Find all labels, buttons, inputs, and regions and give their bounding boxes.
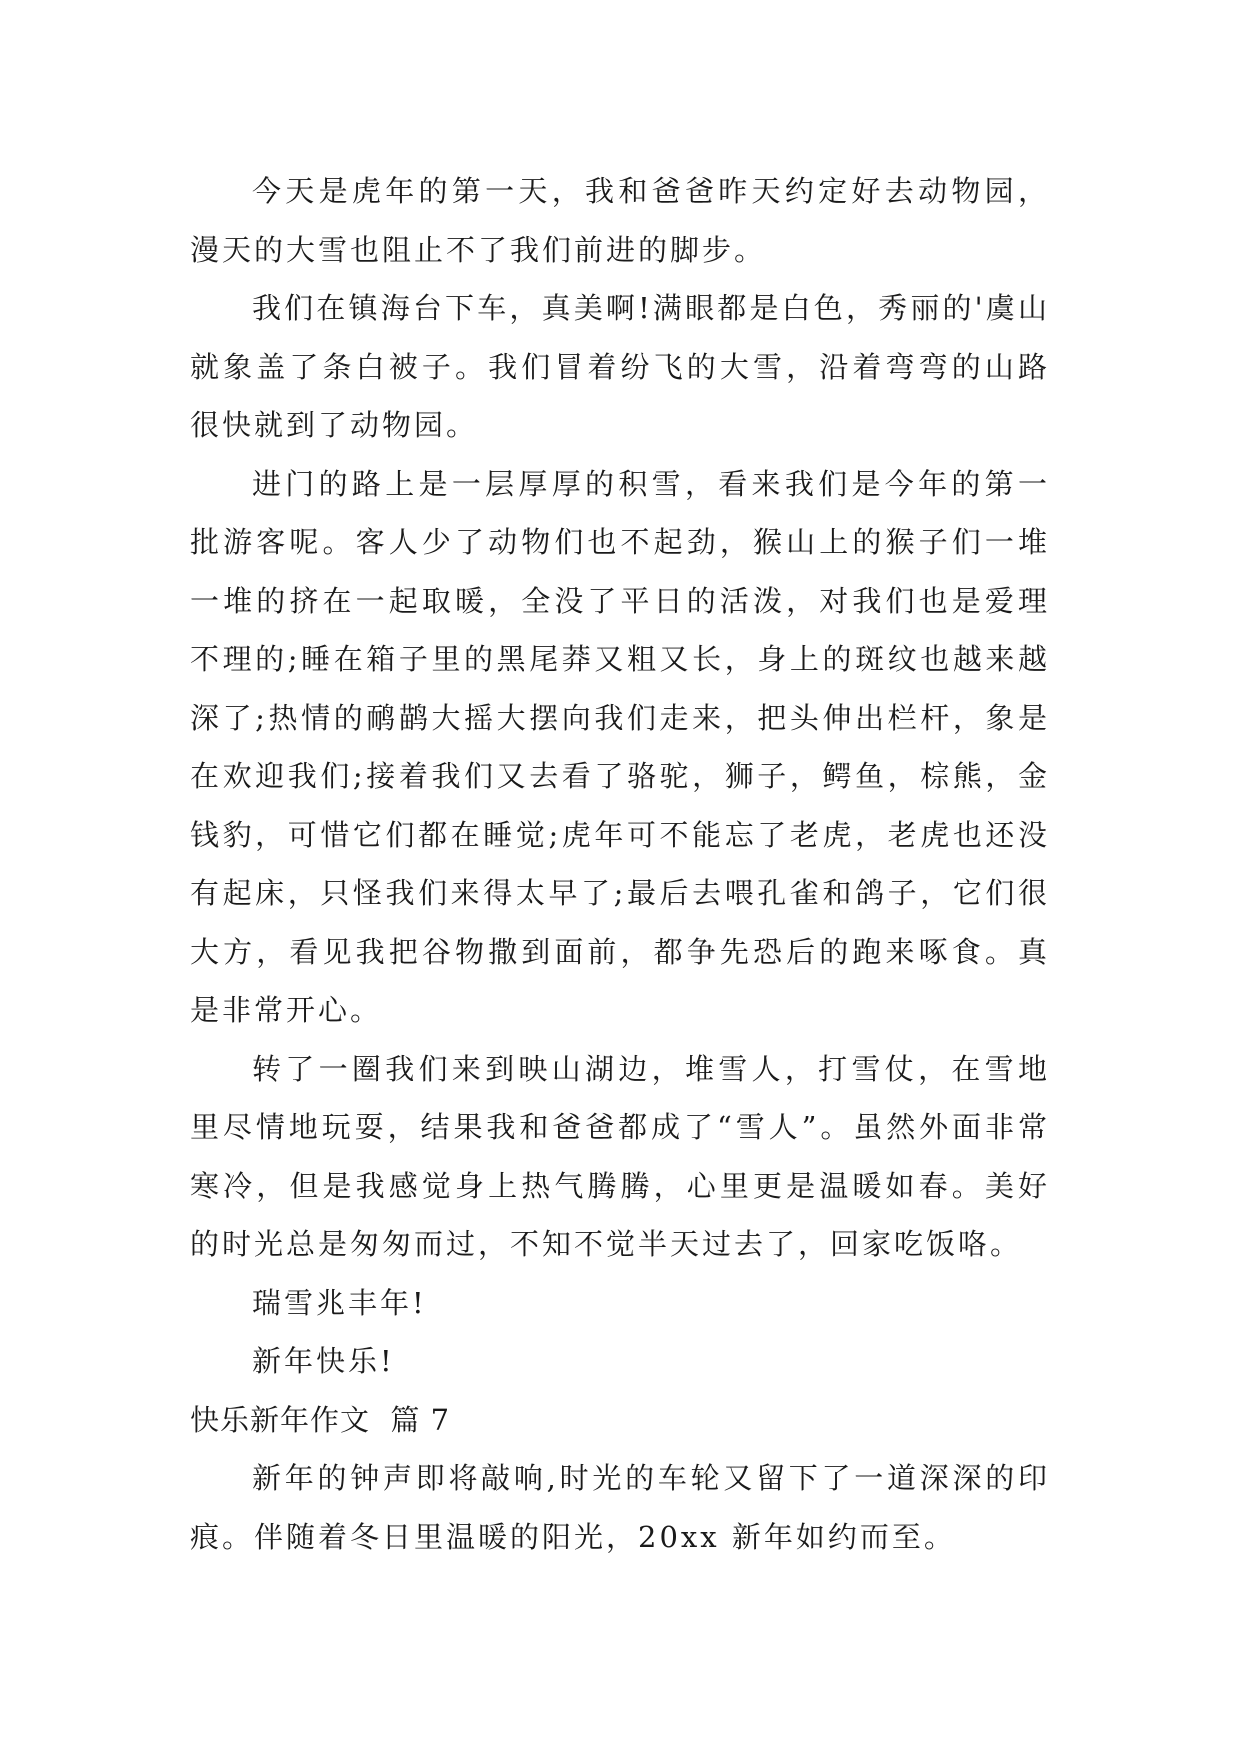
document-body [190, 162, 1050, 1566]
paragraph-4: 转了一圈我们来到映山湖边，堆雪人，打雪仗，在雪地里尽情地玩耍，结果我和爸爸都成了“雪人”。虽然外面非常寒冷，但是我感觉身上热气腾腾，心里更是温暖如春。美好的时光总是匆匆而过，不知不觉半天过去了，回家吃饭咯。 [190, 1051, 1050, 1261]
paragraph-5: 瑞雪兆丰年! [252, 1285, 427, 1320]
paragraph-6: 新年快乐! [252, 1344, 395, 1378]
paragraph-2: 我们在镇海台下车，真美啊!满眼都是白色，秀丽的'虞山就象盖了条白被子。我们冒着纷飞的大雪，沿着弯弯的山路很快就到了动物园。 [190, 291, 1050, 442]
section-heading: 快乐新年作文 篇 7 [190, 1402, 451, 1437]
paragraph-3: 进门的路上是一层厚厚的积雪，看来我们是今年的第一批游客呢。客人少了动物们也不起劲，猴山上的猴子们一堆一堆的挤在一起取暖，全没了平日的活泼，对我们也是爱理不理的;睡在箱子里的黑尾莽又粗又长，身上的斑纹也越来越深了;热情的鸸鹋大摇大摆向我们走来，把头伸出栏杆，象是在欢迎我们;接着我们又去看了骆驼，狮子，鳄鱼，棕熊，金钱豹，可惜它们都在睡觉;虎年可不能忘了老虎，老虎也还没有起床，只怪我们来得太早了;最后去喂孔雀和鸽子，它们很大方，看见我把谷物撒到面前，都争先恐后的跑来啄食。真是非常开心。 [190, 466, 1050, 1027]
section-paragraph-1: 新年的钟声即将敲响,时光的车轮又留下了一道深深的印痕。伴随着冬日里温暖的阳光，20xx 新年如约而至。 [190, 1461, 1050, 1554]
paragraph-1: 今天是虎年的第一天，我和爸爸昨天约定好去动物园，漫天的大雪也阻止不了我们前进的脚步。 [190, 174, 1050, 267]
